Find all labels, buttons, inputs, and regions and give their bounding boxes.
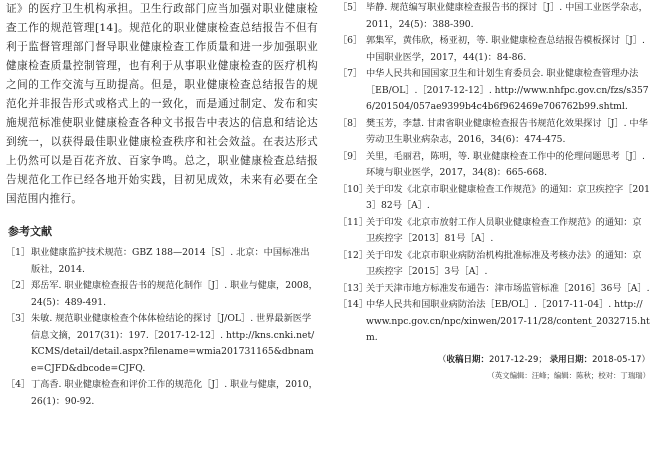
received-label: 收稿日期： — [446, 354, 489, 365]
reference-number: ［10］ — [338, 183, 369, 195]
editor-credits: （英文编辑：汪峰；编辑：陈秋；校对：丁瑞瑞） — [487, 370, 650, 380]
body-paragraph-text: 证》的医疗卫生机构承担。卫生行政部门应当加强对职业健康检查工作的规范管理[14]。规范化的职业健康检查总结报告不但有利于监督管理部门督导职业健康检查工作质量和进一步加强职业健康检查质量控制管理，也有利于从事职业健康检查的医疗机构之间的工作交流与互助提高。但是，职业健康检查总结报告的规范化并非报告形式或格式上的一致化，而是通过制定、发布和实施规范标准使职业健康检查各种文书报告中表达的信息和结论达到统一，以获得最佳职业健康检查秩序和社会效益。在表达形式上仍然可以是百花齐放、百家争鸣。总之，职业健康检查总结报告规范化工作已经各地开始实践，目初见成效，未来有必要在全国范围内推行。 — [6, 3, 318, 205]
reference-number: ［6］ — [338, 35, 363, 46]
reference-item — [338, 66, 650, 116]
reference-item — [338, 149, 650, 182]
reference-text: 毕静. 规范编写职业健康检查报告书的探讨［J］. 中国工业医学杂志，2011，24(5)：388-390. — [366, 2, 648, 30]
reference-item — [338, 116, 650, 149]
reference-text: 樊玉芳，李慧. 甘肃省职业健康检查报告书规范化效果探讨［J］. 中华劳动卫生职业病杂志，2016，34(6)：474-475. — [366, 117, 648, 145]
reference-number: ［1］ — [6, 247, 31, 258]
reference-text: 关于天津市地方标准发布通告：津市场监管标准［2016］36号［A］. — [366, 282, 650, 294]
references-list-right — [338, 0, 650, 347]
reference-number: ［13］ — [338, 282, 369, 294]
received-date: 2017-12-29 — [488, 354, 539, 365]
reference-text: 中华人民共和国国家卫生和计划生育委员会. 职业健康检查管理办法［EB/OL］.［2017-12-12］. http://www.nhfpc.gov.cn/fzs/s3576/201504/057ae9399b4c4b6f962469e706762b99.shtml. — [366, 68, 649, 112]
reference-item — [6, 245, 318, 278]
revised-label: 录用日期： — [549, 354, 593, 365]
reference-text: 关于印发《北京市放射工作人员职业健康检查工作规范》的通知：京卫疾控字［2013］81号［A］. — [366, 216, 642, 244]
reference-number: ［3］ — [6, 313, 31, 324]
reference-item — [338, 0, 650, 33]
reference-item — [6, 311, 318, 377]
reference-text: 丁高香. 职业健康检查和评价工作的规范化［J］. 职业与健康，2010，26(1)：90-92. — [31, 379, 318, 407]
reference-number: ［12］ — [338, 249, 369, 261]
article-dates: （收稿日期：2017-12-29； 录用日期：2018-05-17） — [437, 354, 650, 365]
reference-number: ［8］ — [338, 117, 363, 129]
reference-item — [338, 248, 650, 281]
reference-item — [338, 215, 650, 248]
right-column — [338, 0, 650, 381]
reference-item — [338, 33, 650, 66]
reference-text: 郑岳军. 职业健康检查报告书的规范化制作［J］. 职业与健康，2008，24(5)：489-491. — [31, 280, 318, 308]
reference-item — [338, 182, 650, 215]
reference-text: 中华人民共和国职业病防治法［EB/OL］.［2017-11-04］. http://www.npc.gov.cn/npc/xinwen/2017-11/28/content_2032715.htm. — [366, 299, 650, 343]
reference-text: 关于印发《北京市职业健康检查工作规范》的通知：京卫疾控字［2013］82号［A］. — [366, 183, 650, 211]
reference-item — [6, 278, 318, 311]
reference-number: ［5］ — [338, 2, 363, 13]
references-heading: 参考文献 — [8, 225, 52, 238]
reference-text: 关于印发《北京市职业病防治机构批准标准及考核办法》的通知：京卫疾控字［2015］3号［A］. — [366, 249, 642, 277]
reference-text: 朱敏. 规范职业健康检查个体体检结论的探讨［J/OL］. 世界最新医学信息文摘，2017(31)：197.［2017-12-12］. http://kns.cnki.net/KCMS/detail/detail.aspx?filename=wmia201731165&dbname=CJFD&dbcode=CJFQ. — [31, 313, 315, 374]
reference-number: ［4］ — [6, 379, 31, 390]
reference-number: ［9］ — [338, 150, 363, 162]
reference-text: 郭集军，黄伟欣，杨亚初，等. 职业健康检查总结报告模板探讨［J］. 中国职业医学，2017，44(1)：84-86. — [366, 35, 645, 63]
reference-number: ［2］ — [6, 280, 31, 291]
reference-text: 职业健康监护技术规范：GBZ 188—2014［S］. 北京：中国标准出版社，2014. — [31, 247, 310, 275]
reference-item — [338, 281, 650, 298]
revised-date: 2018-05-17 — [592, 354, 642, 365]
reference-number: ［11］ — [338, 216, 369, 228]
reference-item — [6, 377, 318, 410]
left-column — [6, 0, 318, 410]
reference-item — [338, 297, 650, 347]
reference-number: ［7］ — [338, 68, 363, 79]
body-paragraph — [6, 0, 318, 209]
references-list-left — [6, 245, 318, 410]
reference-text: 关里，毛丽君，陈明，等. 职业健康检查工作中的伦理问题思考［J］. 环境与职业医学，2017，34(8)：665-668. — [366, 150, 645, 178]
reference-number: ［14］ — [338, 299, 369, 310]
